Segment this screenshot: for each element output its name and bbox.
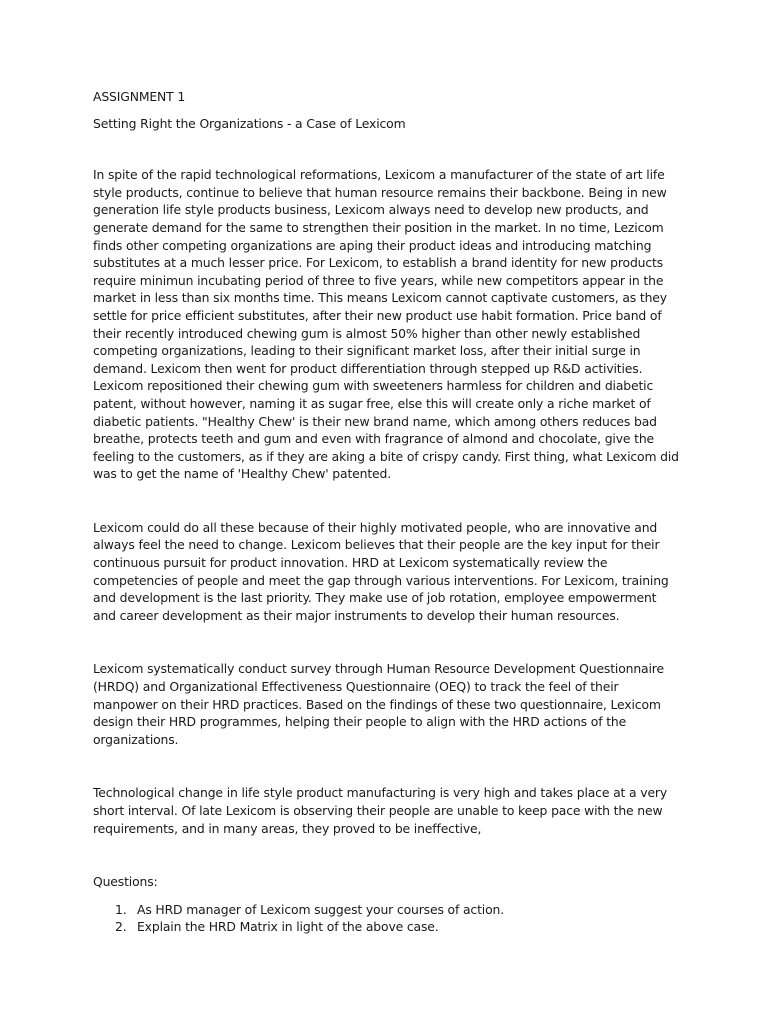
questions-list [93, 901, 683, 936]
document-page [93, 88, 683, 936]
questions-heading: Questions: [93, 874, 158, 890]
case-paragraph-1: In spite of the rapid technological reformations, Lexicom a manufacturer of the state of art life style products, continue to believe that human resource remains their backbone. Being in new generation life style products business, Lexicom always need to develop new products, and generate demand for the same to strengthen their position in the market. In no time, Lezicom finds other competing organizations are aping their product ideas and introducing matching substitutes at a much lesser price. For Lexicom, to establish a brand identity for new products require minimun incubating period of three to five years, while new competitors appear in the market in less than six months time. This means Lexicom cannot captivate customers, as they settle for price efficient substitutes, after their new product use habit formation. Price band of their recently introduced chewing gum is almost 50% higher than other newly established competing organizations, leading to their significant market loss, after their initial surge in demand. Lexicom then went for product differentiation through stepped up R&D activities. Lexicom repositioned their chewing gum with sweeteners harmless for children and diabetic patent, without however, naming it as sugar free, else this will create only a riche market of diabetic patients. "Healthy Chew' is their new brand name, which among others reduces bad breathe, protects teeth and gum and even with fragrance of almond and chocolate, give the feeling to the customers, as if they are aking a bite of crispy candy. First thing, what Lexicom did was to get the name of 'Healthy Chew' patented. [93, 167, 679, 482]
case-paragraph-2: Lexicom could do all these because of their highly motivated people, who are innovative and always feel the need to change. Lexicom believes that their people are the key input for their continuous pursuit for product innovation. HRD at Lexicom systematically review the competencies of people and meet the gap through various interventions. For Lexicom, training and development is the last priority. They make use of job rotation, employee empowerment and career development as their major instruments to develop their human resources. [93, 519, 669, 623]
assignment-heading: ASSIGNMENT 1 [93, 89, 186, 104]
question-number: 1. [115, 901, 127, 917]
case-paragraph-3: Lexicom systematically conduct survey through Human Resource Development Questionnaire (HRDQ) and Organizational Effectiveness Questionnaire (OEQ) to track the feel of their manpower on their HRD practices. Based on the findings of these two questionnaire, Lexicom design their HRD programmes, helping their people to align with the HRD actions of the organizations. [93, 661, 664, 747]
case-paragraph-4: Technological change in life style product manufacturing is very high and takes place at a very short interval. Of late Lexicom is observing their people are unable to keep pace with the new requirements, and in many areas, they proved to be ineffective, [93, 785, 668, 836]
question-item-2 [93, 918, 683, 936]
question-item-1 [93, 901, 683, 919]
question-text: As HRD manager of Lexicom suggest your courses of action. [137, 901, 504, 917]
case-title: Setting Right the Organizations - a Case of Lexicom [93, 115, 406, 131]
question-number: 2. [115, 919, 127, 935]
question-text: Explain the HRD Matrix in light of the above case. [137, 919, 439, 935]
